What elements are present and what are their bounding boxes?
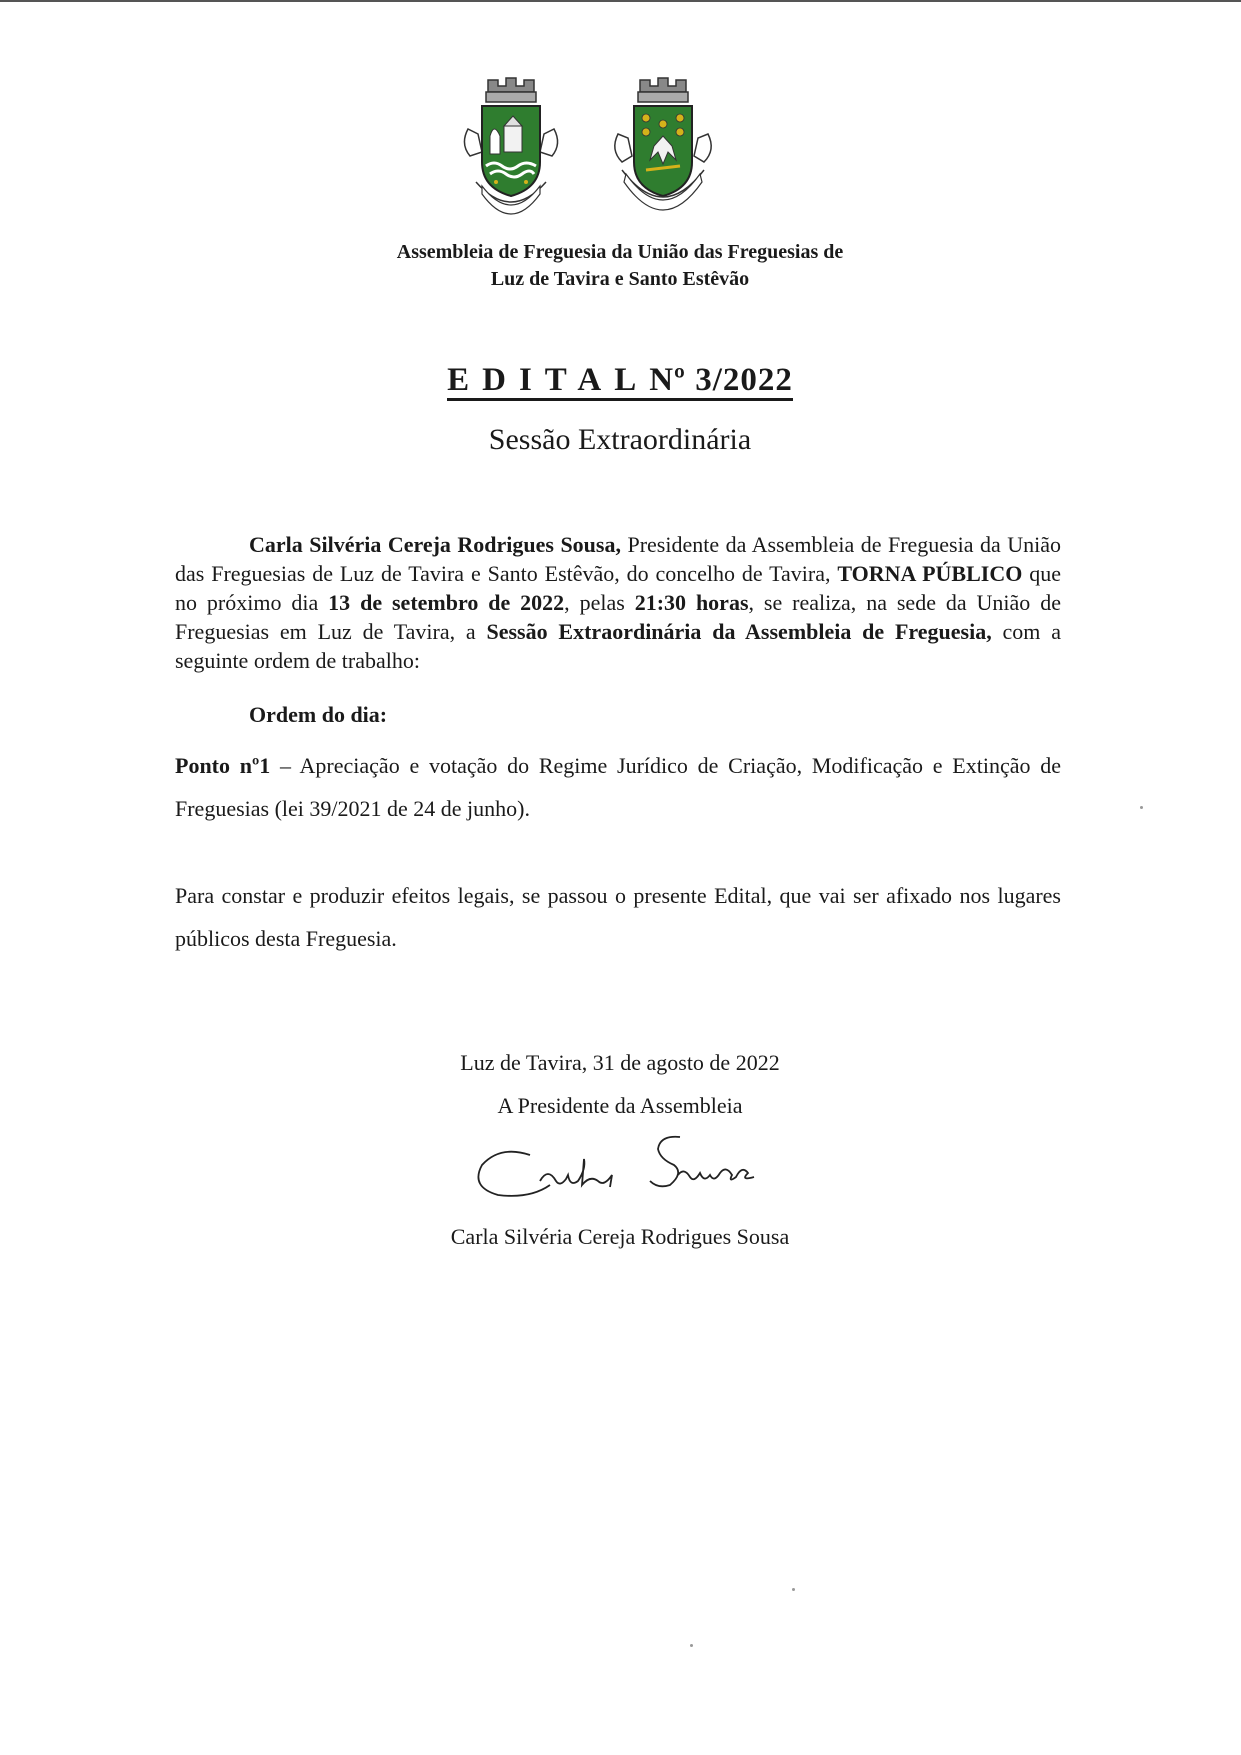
edital-title: [420, 362, 820, 399]
session-name: Sessão Extraordinária da Assembleia de Freguesia,: [486, 619, 992, 644]
luz-tavira-crest: [464, 78, 557, 214]
announcement-paragraph: [175, 530, 1061, 675]
place-and-date: Luz de Tavira, 31 de agosto de 2022: [460, 1050, 780, 1075]
paragraph-text: com a seguinte ordem de trabalho:: [175, 619, 1061, 673]
point-label: Ponto nº1: [175, 753, 271, 778]
point-text: – Apreciação e votação do Regime Jurídico de Criação, Modificação e Extinção de Freguesias (lei 39/2021 de 24 de junho).: [175, 753, 1061, 821]
edital-number: Nº 3/2022: [649, 362, 793, 398]
scan-speck: [690, 1644, 693, 1647]
paragraph-text: que no próximo dia: [175, 561, 1061, 615]
closing-paragraph: Para constar e produzir efeitos legais, se passou o presente Edital, que vai ser afixado nos lugares públicos desta Freguesia.: [175, 883, 1061, 951]
session-time: 21:30 horas: [634, 590, 749, 615]
edital-word: EDITAL: [447, 362, 650, 398]
president-name: Carla Silvéria Cereja Rodrigues Sousa,: [249, 532, 621, 557]
scan-speck: [1140, 806, 1143, 809]
header-line-1: Assembleia de Freguesia da União das Freguesias de: [396, 241, 844, 263]
signatory-role: A Presidente da Assembleia: [497, 1093, 743, 1118]
handwritten-signature: [470, 1125, 780, 1215]
signatory-name: Carla Silvéria Cereja Rodrigues Sousa: [450, 1224, 790, 1249]
agenda-point: [175, 744, 1061, 830]
agenda-heading: Ordem do dia:: [249, 702, 388, 727]
torna-publico: TORNA PÚBLICO: [837, 561, 1023, 586]
paragraph-text: Presidente da Assembleia de Freguesia da União das Freguesias de Luz de Tavira e Santo Estêvão, do concelho de Tavira,: [175, 532, 1061, 586]
header-line-2: Luz de Tavira e Santo Estêvão: [490, 268, 750, 290]
scan-top-edge: [0, 0, 1241, 2]
session-date: 13 de setembro de 2022: [328, 590, 565, 615]
paragraph-text: , pelas: [564, 590, 635, 615]
scan-speck: [792, 1588, 795, 1591]
santo-estevao-crest: [615, 78, 711, 210]
session-subtitle: Sessão Extraordinária: [488, 423, 752, 456]
paragraph-text: , se realiza, na sede da União de Freguesias em Luz de Tavira, a: [175, 590, 1061, 644]
coats-of-arms: [460, 74, 780, 238]
